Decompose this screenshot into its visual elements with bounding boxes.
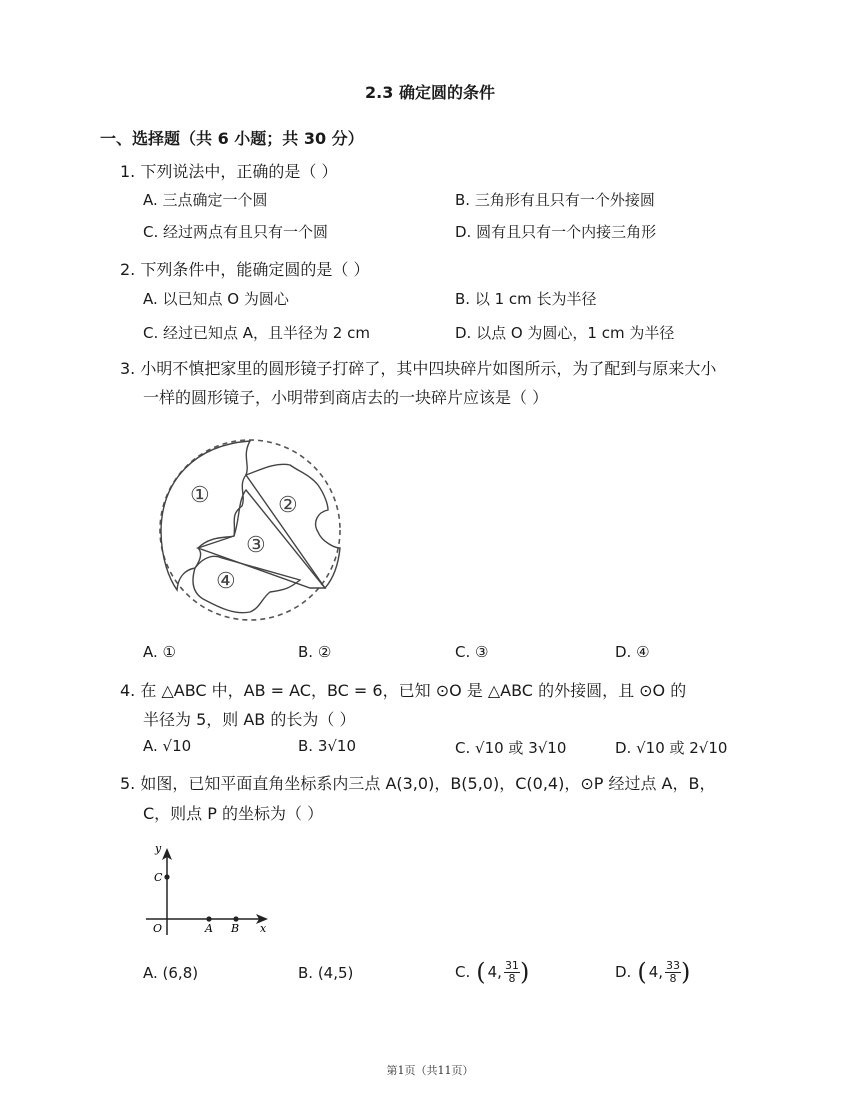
q5-option-b: B. (4,5) <box>298 964 354 982</box>
q2-option-d: D. 以点 O 为圆心，1 cm 为半径 <box>455 324 675 342</box>
fraction-numerator: 33 <box>666 958 681 972</box>
q5-option-a: A. (6,8) <box>143 964 199 982</box>
fig-label-3: ③ <box>246 533 266 558</box>
q5-stem-line1: 5. 如图，已知平面直角坐标系内三点 A(3,0)，B(5,0)，C(0,4)，⊙P 经过点 A，B， <box>120 774 716 793</box>
q1-option-c: C. 经过两点有且只有一个圆 <box>143 223 329 241</box>
q4-option-a: A. √10 <box>143 737 192 755</box>
q4-option-d: D. √10 或 2√10 <box>615 739 728 757</box>
q1-option-b: B. 三角形有且只有一个外接圆 <box>455 191 655 209</box>
paren-close-icon: ) <box>519 958 530 986</box>
axis-label-y: y <box>155 842 162 855</box>
q4-option-b: B. 3√10 <box>298 737 357 755</box>
q4-stem-line1: 4. 在 △ABC 中，AB = AC，BC = 6，已知 ⊙O 是 △ABC 的外接圆，且 ⊙O 的 <box>120 681 687 700</box>
q3-option-d: D. ④ <box>615 643 650 661</box>
fraction-denominator: 8 <box>669 971 677 985</box>
page-title: 2.3 确定圆的条件 <box>365 83 495 102</box>
q5-option-c-fraction <box>504 960 520 985</box>
q5-option-c-letter: C. <box>455 963 471 981</box>
q5-stem-line2: C，则点 P 的坐标为（ ） <box>143 804 324 823</box>
q1-option-d: D. 圆有且只有一个内接三角形 <box>455 223 657 241</box>
page-footer: 第1页（共11页） <box>386 1064 474 1077</box>
q3-stem-line2: 一样的圆形镜子，小明带到商店去的一块碎片应该是（ ） <box>143 388 549 407</box>
fig-label-4: ④ <box>216 569 236 594</box>
fraction-denominator: 8 <box>508 971 516 985</box>
q5-option-d-letter: D. <box>615 963 632 981</box>
q5-option-d-fraction <box>665 960 681 985</box>
paren-open-icon: ( <box>476 958 486 986</box>
q4-stem-line2: 半径为 5，则 AB 的长为（ ） <box>143 710 356 729</box>
q3-option-b: B. ② <box>298 643 332 661</box>
broken-mirror-figure <box>150 430 355 630</box>
q5-option-c-lead: 4, <box>487 963 502 981</box>
q2-stem: 2. 下列条件中，能确定圆的是（ ） <box>120 260 370 279</box>
point-label-b: B <box>231 922 240 935</box>
paren-open-icon: ( <box>637 958 647 986</box>
fraction-numerator: 31 <box>504 958 519 972</box>
axis-label-x: x <box>260 922 267 935</box>
point-label-a: A <box>205 922 213 935</box>
q2-option-a: A. 以已知点 O 为圆心 <box>143 290 289 308</box>
q3-option-c: C. ③ <box>455 643 489 661</box>
q2-option-c: C. 经过已知点 A，且半径为 2 cm <box>143 324 370 342</box>
q4-option-c: C. √10 或 3√10 <box>455 739 567 757</box>
q3-stem-line1: 3. 小明不慎把家里的圆形镜子打碎了，其中四块碎片如图所示，为了配到与原来大小 <box>120 359 717 378</box>
point-label-c: C <box>154 871 163 884</box>
q1-option-a: A. 三点确定一个圆 <box>143 191 268 209</box>
q3-option-a: A. ① <box>143 643 176 661</box>
q5-option-c <box>455 958 529 986</box>
q5-option-d <box>615 958 690 986</box>
q2-option-b: B. 以 1 cm 长为半径 <box>455 290 597 308</box>
paren-close-icon: ) <box>681 958 691 986</box>
fig-label-1: ① <box>190 483 210 508</box>
q5-option-d-lead: 4, <box>648 963 664 981</box>
fig-label-2: ② <box>278 493 298 518</box>
q1-stem: 1. 下列说法中，正确的是（ ） <box>120 162 338 181</box>
origin-label: O <box>153 922 163 935</box>
section-heading: 一、选择题（共 6 小题；共 30 分） <box>100 129 364 148</box>
coordinate-figure <box>140 840 275 940</box>
